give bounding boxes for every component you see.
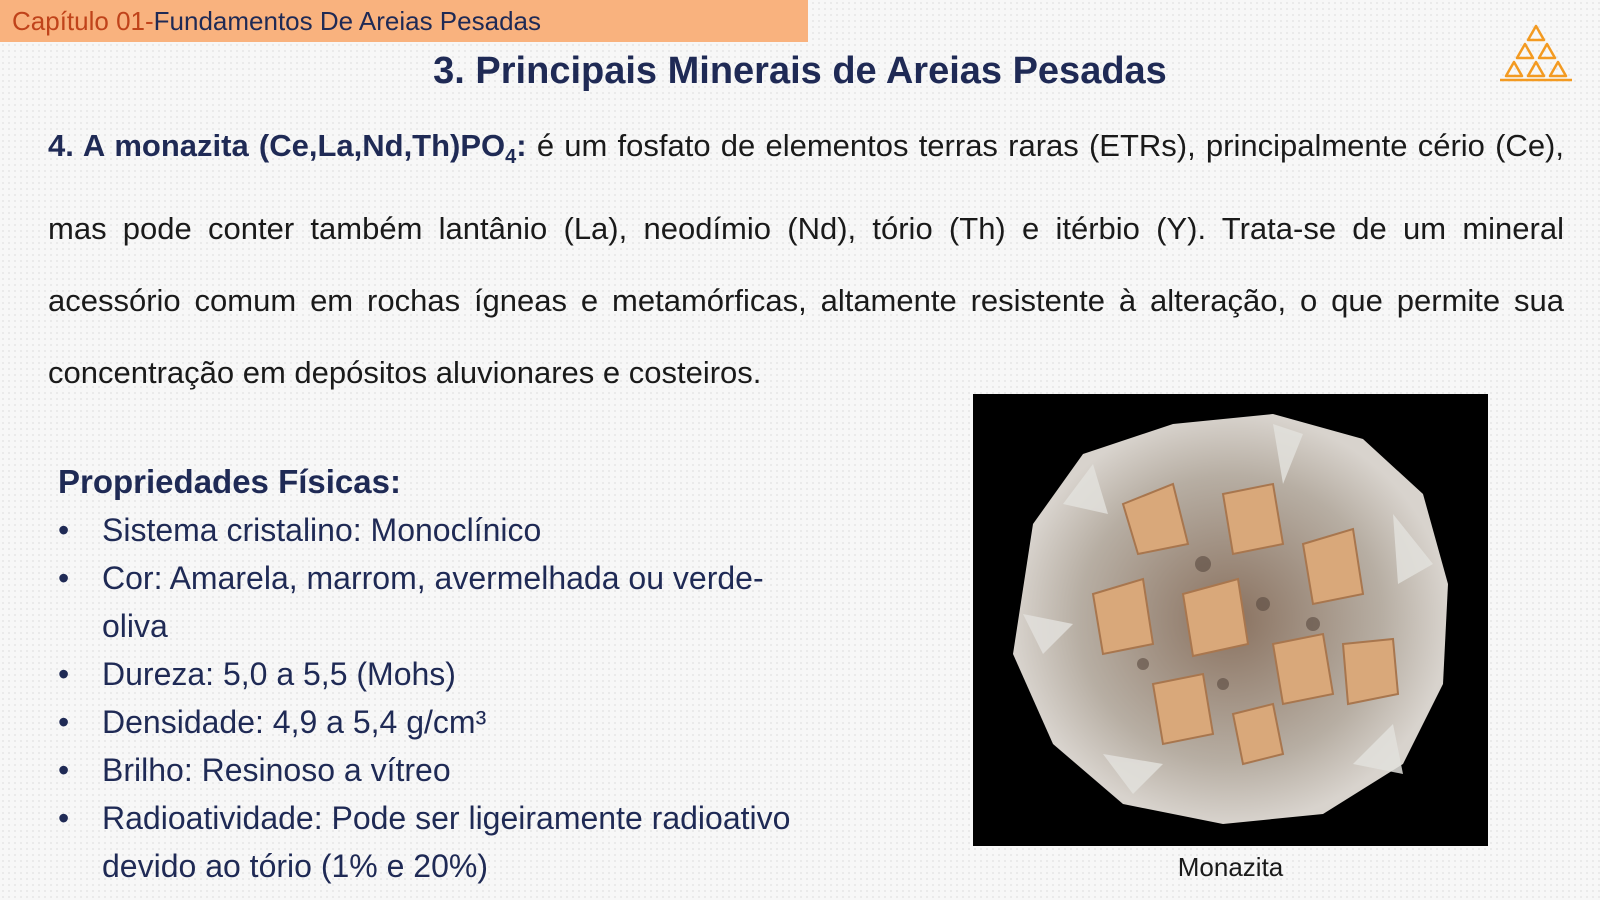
monazite-formula: 4. A monazita $(Ce,La,Nd,Th)PO_4$: bbox=[48, 128, 527, 169]
physical-properties-title: Propriedades Físicas: bbox=[58, 463, 401, 500]
property-item: • Sistema cristalino: Monoclínico bbox=[58, 506, 818, 554]
chapter-prefix: Capítulo 01- bbox=[12, 5, 154, 36]
property-item: • Dureza: 5,0 a 5,5 (Mohs) bbox=[58, 650, 818, 698]
monazite-crystal-illustration bbox=[973, 394, 1488, 846]
properties-list bbox=[58, 506, 818, 890]
property-item: • Densidade: 4,9 a 5,4 g/cm³ bbox=[58, 698, 818, 746]
monazite-photo bbox=[973, 394, 1488, 846]
monazite-description-body: é um fosfato de elementos terras raras (ETRs), principalmente cério (Ce), mas pode conter também lantânio (La), neodímio (Nd), tório (Th) e itérbio (Y). Trata-se de um mineral acessório comum em rochas ígneas e metamórficas, altamente resistente à alteração, o que permite sua concentração em depósitos aluvionares e costeiros. bbox=[48, 128, 1564, 391]
property-item: • Cor: Amarela, marrom, avermelhada ou verde-oliva bbox=[58, 554, 818, 650]
physical-properties bbox=[58, 458, 818, 890]
chapter-title: Fundamentos De Areias Pesadas bbox=[153, 5, 541, 36]
property-item: • Brilho: Resinoso a vítreo bbox=[58, 746, 818, 794]
property-item: • Radioatividade: Pode ser ligeiramente radioativo devido ao tório (1% e 20%) bbox=[58, 794, 818, 890]
chapter-header-bar bbox=[0, 0, 808, 42]
monazite-description bbox=[48, 110, 1564, 409]
slide-title: 3. Principais Minerais de Areias Pesadas bbox=[433, 50, 1167, 92]
photo-caption: Monazita bbox=[1177, 852, 1284, 882]
